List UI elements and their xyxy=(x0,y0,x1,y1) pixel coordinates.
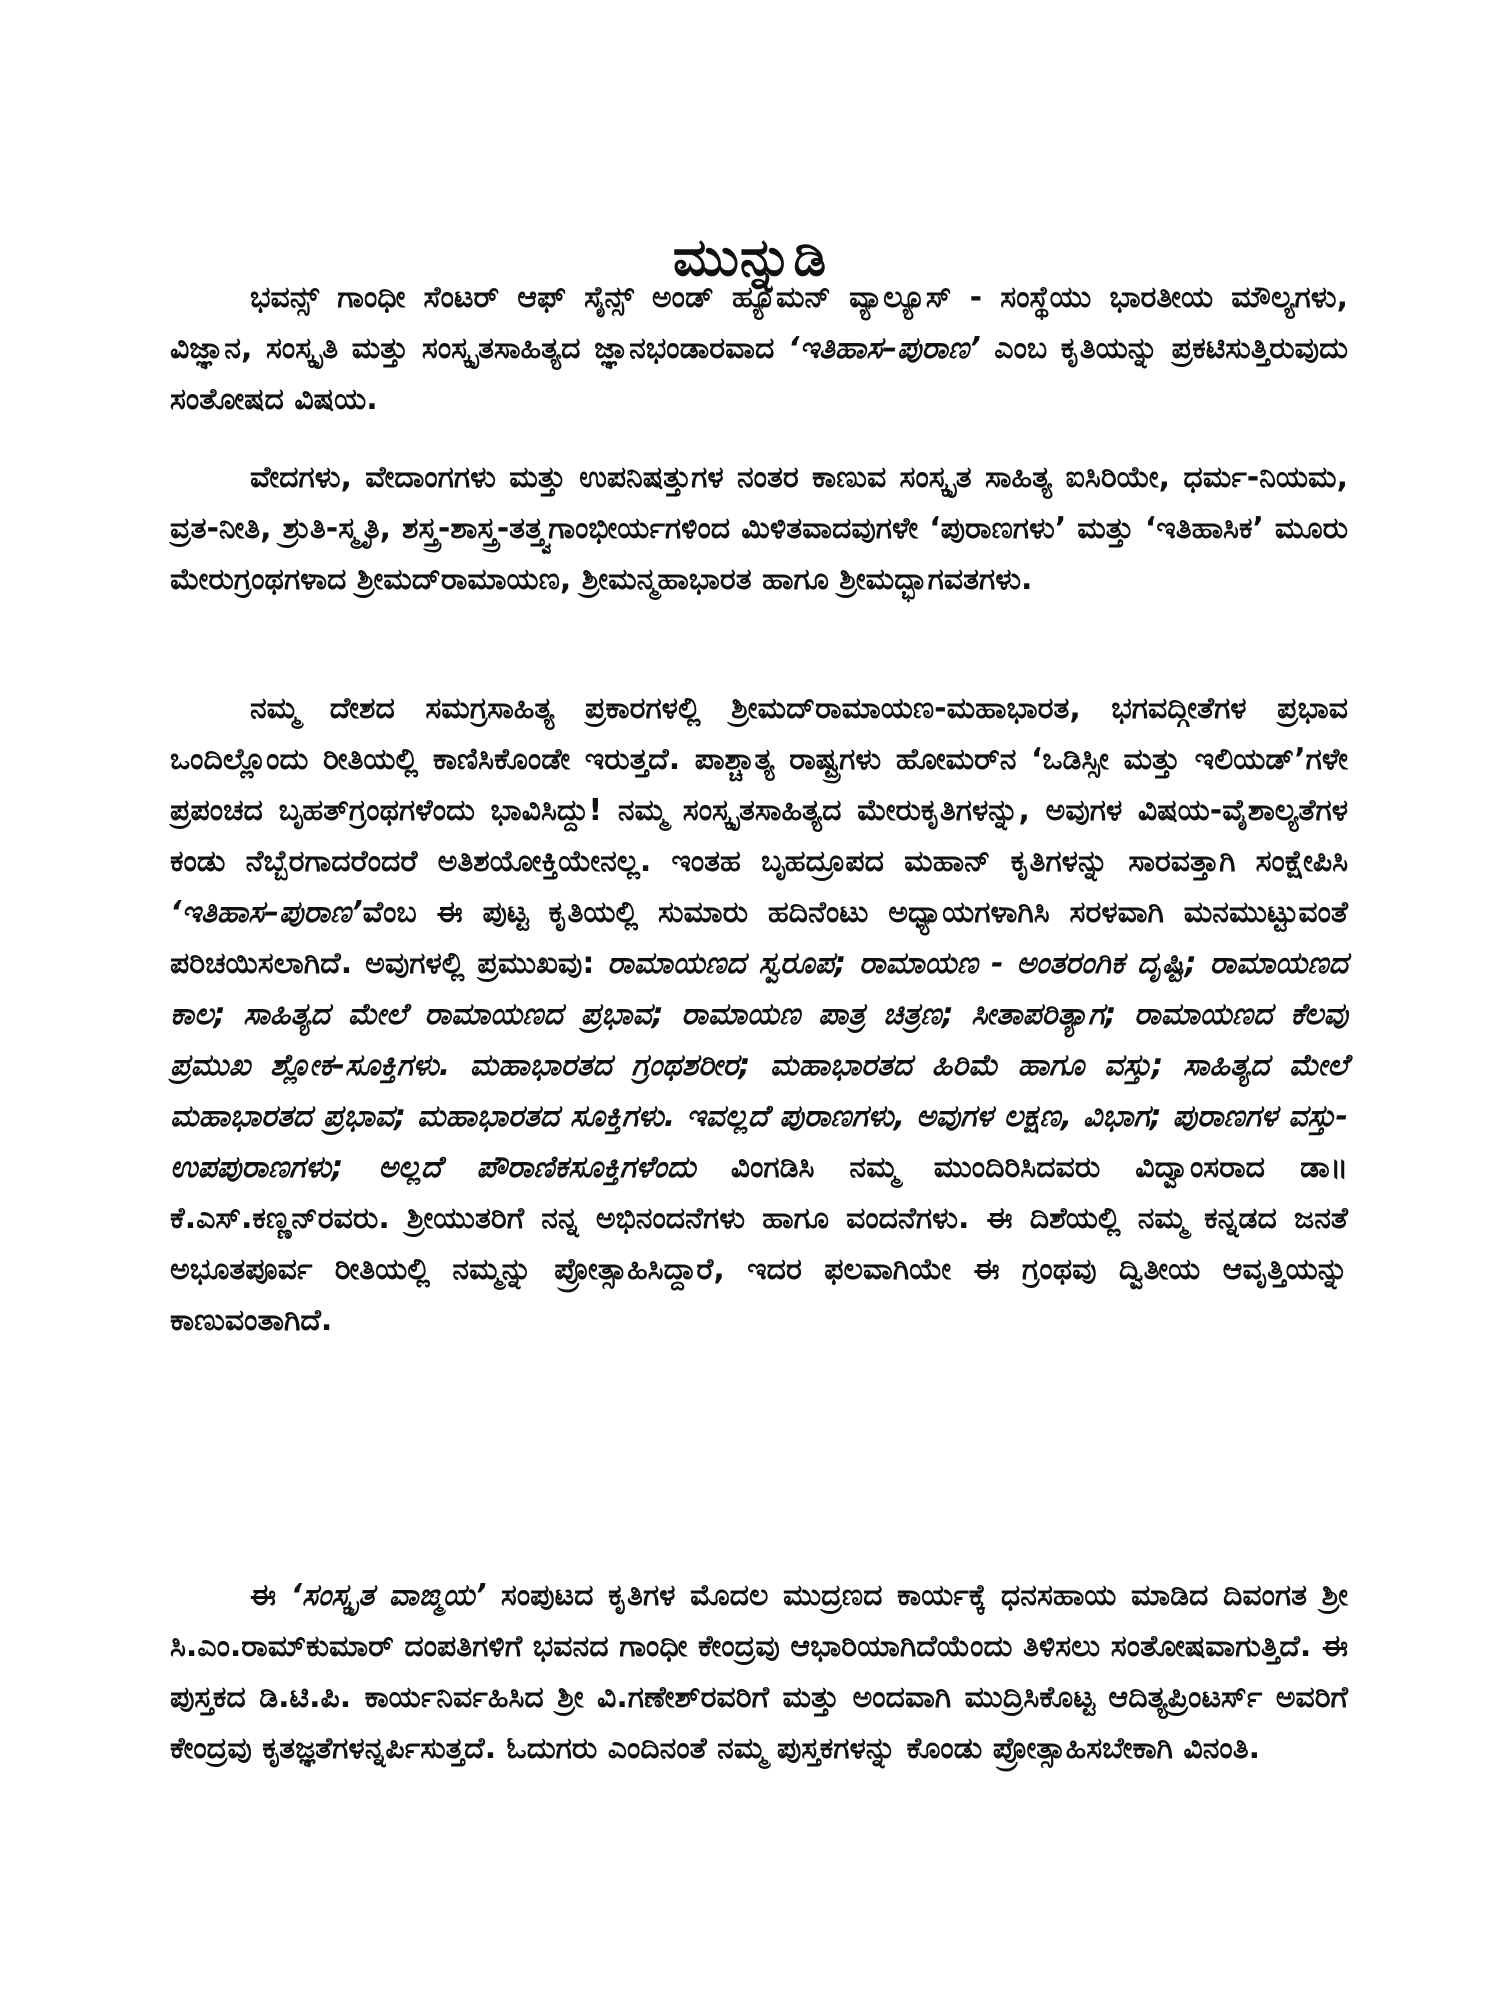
paragraph-vedas xyxy=(170,452,1348,605)
paragraph-text: ವಿಂಗಡಿಸಿ ನಮ್ಮ ಮುಂದಿರಿಸಿದವರು ವಿದ್ವಾಂಸರಾದ ಡಾ॥ ಕೆ.ಎಸ್.ಕಣ್ಣನ್‌ರವರು. ಶ್ರೀಯುತರಿಗೆ ನನ್ನ ಅಭಿನಂದನೆಗಳು ಹಾಗೂ ವಂದನೆಗಳು. ಈ ದಿಶೆಯಲ್ಲಿ ನಮ್ಮ ಕನ್ನಡದ ಜನತೆ ಅಭೂತಪೂರ್ವ ರೀತಿಯಲ್ಲಿ ನಮ್ಮನ್ನು ಪ್ರೋತ್ಸಾಹಿಸಿದ್ದಾರೆ, ಇದರ ಫಲವಾಗಿಯೇ ಈ ಗ್ರಂಥವು ದ್ವಿತೀಯ ಆವೃತ್ತಿಯನ್ನು ಕಾಣುವಂತಾಗಿದೆ. xyxy=(170,1150,1348,1338)
paragraph-literature xyxy=(170,683,1348,1346)
paragraph-acknowledgement xyxy=(170,1570,1348,1774)
paragraph-text: ವೇದಗಳು, ವೇದಾಂಗಗಳು ಮತ್ತು ಉಪನಿಷತ್ತುಗಳ ನಂತರ ಕಾಣುವ ಸಂಸ್ಕೃತ ಸಾಹಿತ್ಯ ಐಸಿರಿಯೇ, ಧರ್ಮ-ನಿಯಮ, ವ್ರತ-ನೀತಿ, ಶ್ರುತಿ-ಸ್ಮೃತಿ, ಶಸ್ತ್ರ-ಶಾಸ್ತ್ರ-ತತ್ತ್ವಗಾಂಭೀರ್ಯಗಳಿಂದ ಮಿಳಿತವಾದವುಗಳೇ ‘ಪುರಾಣಗಳು’ ಮತ್ತು ‘ಇತಿಹಾಸಿಕ’ ಮೂರು ಮೇರುಗ್ರಂಥಗಳಾದ ಶ್ರೀಮದ್‌ರಾಮಾಯಣ, ಶ್ರೀಮನ್ಮಹಾಭಾರತ ಹಾಗೂ ಶ್ರೀಮದ್ಭಾಗವತಗಳು. xyxy=(170,460,1348,597)
paragraph-text: ಸಂಪುಟದ ಕೃತಿಗಳ ಮೊದಲ ಮುದ್ರಣದ ಕಾರ್ಯಕ್ಕೆ ಧನಸಹಾಯ ಮಾಡಿದ ದಿವಂಗತ ಶ್ರೀ ಸಿ.ಎಂ.ರಾಮ್‌ಕುಮಾರ್ ದಂಪತಿಗಳಿಗೆ ಭವನದ ಗಾಂಧೀ ಕೇಂದ್ರವು ಆಭಾರಿಯಾಗಿದೆಯೆಂದು ತಿಳಿಸಲು ಸಂತೋಷವಾಗುತ್ತಿದೆ. ಈ ಪುಸ್ತಕದ ಡಿ.ಟಿ.ಪಿ. ಕಾರ್ಯನಿರ್ವಹಿಸಿದ ಶ್ರೀ ವಿ.ಗಣೇಶ್‌ರವರಿಗೆ ಮತ್ತು ಅಂದವಾಗಿ ಮುದ್ರಿಸಿಕೊಟ್ಟ ಆದಿತ್ಯಪ್ರಿಂಟರ್ಸ್ ಅವರಿಗೆ ಕೇಂದ್ರವು ಕೃತಜ್ಞತೆಗಳನ್ನರ್ಪಿಸುತ್ತದೆ. ಓದುಗರು ಎಂದಿನಂತೆ ನಮ್ಮ ಪುಸ್ತಕಗಳನ್ನು ಕೊಂಡು ಪ್ರೋತ್ಸಾಹಿಸಬೇಕಾಗಿ ವಿನಂತಿ. xyxy=(170,1578,1349,1766)
page-title: ಮುನ್ನುಡಿ xyxy=(672,227,828,288)
paragraph-text: ವೆಂಬ ಈ ಪುಟ್ಟ ಕೃತಿಯಲ್ಲಿ ಸುಮಾರು ಹದಿನೆಂಟು ಅಧ್ಯಾಯಗಳಾಗಿಸಿ ಸರಳವಾಗಿ ಮನಮುಟ್ಟುವಂತೆ ಪರಿಚಯಿಸಲಾಗಿದೆ. ಅವುಗಳಲ್ಲಿ ಪ್ರಮುಖವು: xyxy=(170,895,1348,981)
book-title-italic: ‘ಇತಿಹಾಸ–ಪುರಾಣ’ xyxy=(788,331,981,366)
paragraph-text: ನಮ್ಮ ದೇಶದ ಸಮಗ್ರಸಾಹಿತ್ಯ ಪ್ರಕಾರಗಳಲ್ಲಿ ಶ್ರೀಮದ್‌ರಾಮಾಯಣ-ಮಹಾಭಾರತ, ಭಗವದ್ಗೀತೆಗಳ ಪ್ರಭಾವ ಒಂದಿಲ್ಲೊಂದು ರೀತಿಯಲ್ಲಿ ಕಾಣಿಸಿಕೊಂಡೇ ಇರುತ್ತದೆ. ಪಾಶ್ಚಾತ್ಯ ರಾಷ್ಟ್ರಗಳು ಹೋಮರ್‌ನ ‘ಒಡಿಸ್ಸೀ ಮತ್ತು ಇಲಿಯಡ್’ಗಳೇ ಪ್ರಪಂಚದ ಬೃಹತ್‌ಗ್ರಂಥಗಳೆಂದು ಭಾವಿಸಿದ್ದು! ನಮ್ಮ ಸಂಸ್ಕೃತಸಾಹಿತ್ಯದ ಮೇರುಕೃತಿಗಳನ್ನು, ಅವುಗಳ ವಿಷಯ-ವೈಶಾಲ್ಯತೆಗಳ ಕಂಡು ನೆಬ್ಬೆರಗಾದರೆಂದರೆ ಅತಿಶಯೋಕ್ತಿಯೇನಲ್ಲ. ಇಂತಹ ಬೃಹದ್ರೂಪದ ಮಹಾನ್ ಕೃತಿಗಳನ್ನು ಸಾರವತ್ತಾಗಿ ಸಂಕ್ಷೇಪಿಸಿ xyxy=(170,691,1348,879)
paragraph-text: ಎಂಬ ಕೃತಿಯನ್ನು ಪ್ರಕಟಿಸುತ್ತಿರುವುದು ಸಂತೋಷದ ವಿಷಯ. xyxy=(170,331,1349,417)
series-title-italic: ‘ಸಂಸ್ಕೃತ ವಾಙ್ಮಯ’ xyxy=(290,1578,487,1613)
paragraph-text: ಭವನ್ಸ್ ಗಾಂಧೀ ಸೆಂಟರ್ ಆಫ್ ಸೈನ್ಸ್ ಅಂಡ್ ಹ್ಯೂಮನ್ ವ್ಯಾಲ್ಯೂಸ್ - ಸಂಸ್ಥೆಯು ಭಾರತೀಯ ಮೌಲ್ಯಗಳು, ವಿಜ್ಞಾನ, ಸಂಸ್ಕೃತಿ ಮತ್ತು ಸಂಸ್ಕೃತಸಾಹಿತ್ಯದ ಜ್ಞಾನಭಂಡಾರವಾದ xyxy=(170,280,1348,366)
book-title-italic: ‘ಇತಿಹಾಸ–ಪುರಾಣ’ xyxy=(170,895,363,930)
paragraph-text: ಈ xyxy=(250,1578,291,1613)
paragraph-intro xyxy=(170,272,1348,425)
topic-list-italic: ರಾಮಾಯಣದ ಸ್ವರೂಪ; ರಾಮಾಯಣ - ಅಂತರಂಗಿಕ ದೃಷ್ಟಿ; ರಾಮಾಯಣದ ಕಾಲ; ಸಾಹಿತ್ಯದ ಮೇಲೆ ರಾಮಾಯಣದ ಪ್ರಭಾವ; ರಾಮಾಯಣ ಪಾತ್ರ ಚಿತ್ರಣ; ಸೀತಾಪರಿತ್ಯಾಗ; ರಾಮಾಯಣದ ಕೆಲವು ಪ್ರಮುಖ ಶ್ಲೋಕ-ಸೂಕ್ತಿಗಳು. ಮಹಾಭಾರತದ ಗ್ರಂಥಶರೀರ; ಮಹಾಭಾರತದ ಹಿರಿಮೆ ಹಾಗೂ ವಸ್ತು; ಸಾಹಿತ್ಯದ ಮೇಲೆ ಮಹಾಭಾರತದ ಪ್ರಭಾವ; ಮಹಾಭಾರತದ ಸೂಕ್ತಿಗಳು. ಇವಲ್ಲದೆ ಪುರಾಣಗಳು, ಅವುಗಳ ಲಕ್ಷಣ, ವಿಭಾಗ; ಪುರಾಣಗಳ ವಸ್ತು-ಉಪಪುರಾಣಗಳು; ಅಲ್ಲದೆ ಪೌರಾಣಿಕಸೂಕ್ತಿಗಳೆಂದು xyxy=(170,946,1348,1185)
